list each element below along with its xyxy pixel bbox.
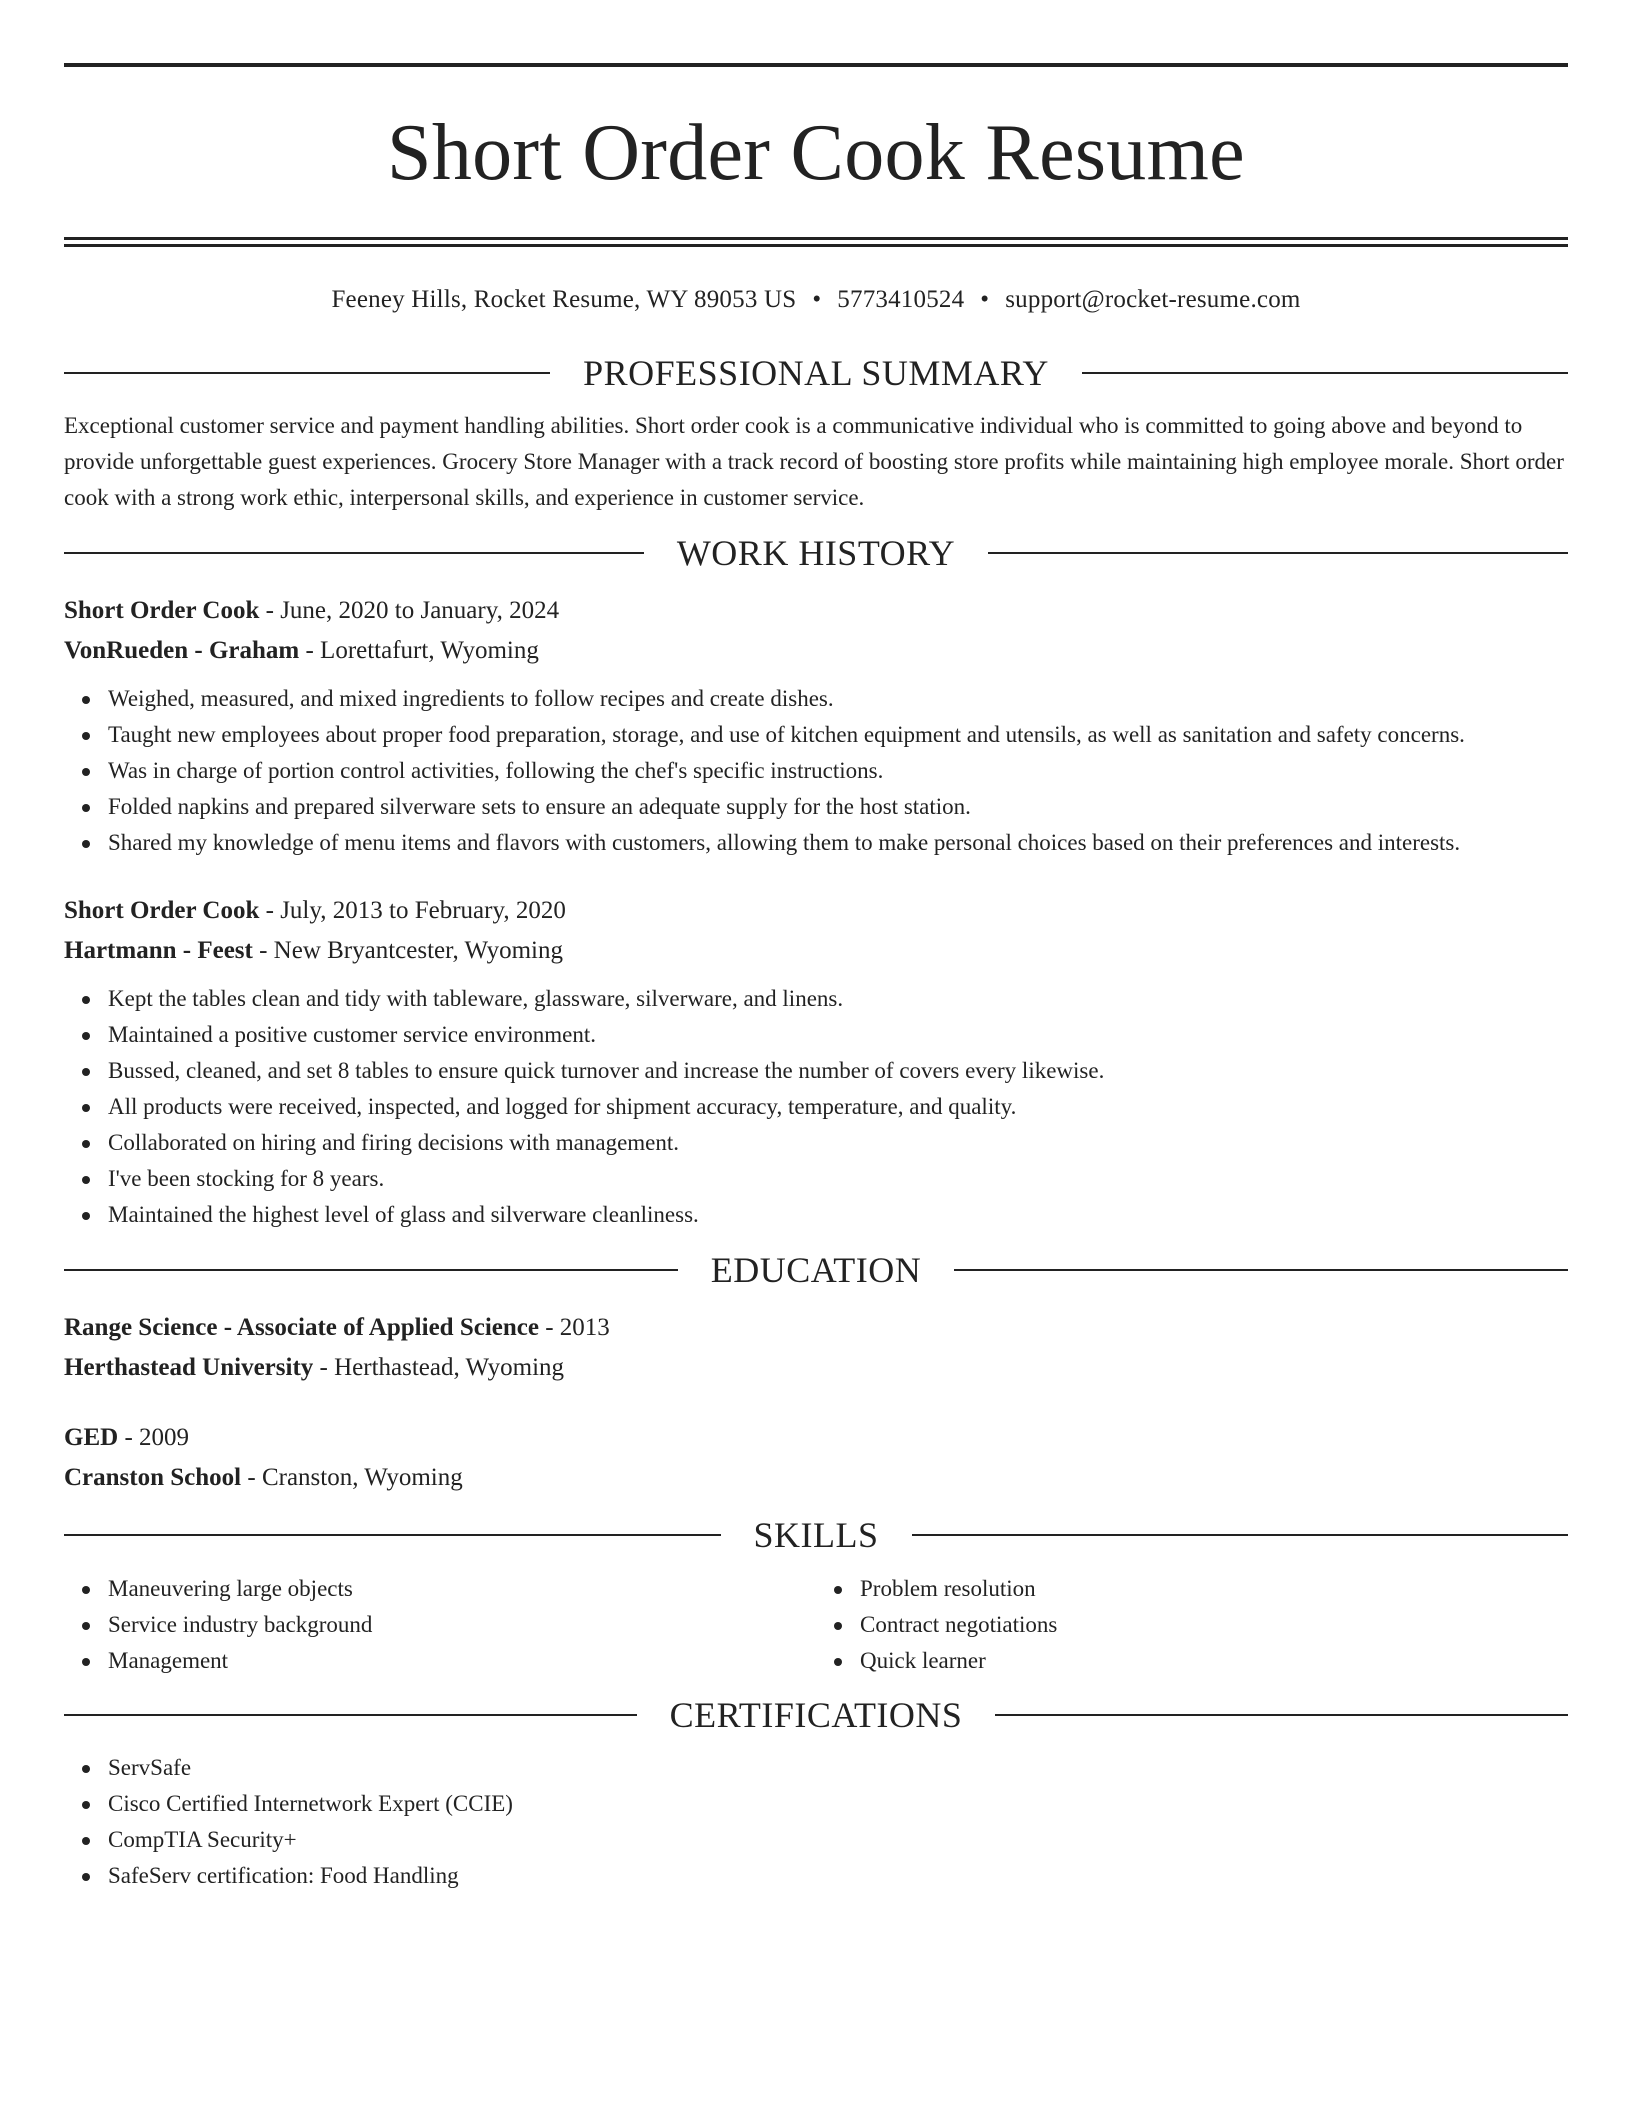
education-location: - Cranston, Wyoming [241, 1464, 463, 1491]
job-title-line [64, 891, 1568, 931]
section-title: EDUCATION [710, 1250, 922, 1290]
job-location: - New Bryantcester, Wyoming [252, 937, 563, 964]
list-item: Cisco Certified Internetwork Expert (CCIE) [108, 1786, 1568, 1822]
education-entry [64, 1418, 1568, 1498]
job-company: Hartmann - Feest [64, 937, 253, 964]
list-item: Maintained the highest level of glass and silverware cleanliness. [108, 1197, 1568, 1233]
education-degree: GED [64, 1424, 119, 1451]
education-degree-line [64, 1308, 1568, 1348]
section-heading-summary [64, 350, 1568, 396]
list-item: ServSafe [108, 1750, 1568, 1786]
list-item: Was in charge of portion control activities, following the chef's specific instructions. [108, 753, 1568, 789]
skills-list-right [816, 1571, 1568, 1679]
section-title: CERTIFICATIONS [669, 1695, 963, 1735]
education-degree-line [64, 1418, 1568, 1458]
list-item: Folded napkins and prepared silverware sets to ensure an adequate supply for the host station. [108, 789, 1568, 825]
education-school-line [64, 1348, 1568, 1388]
list-item: Taught new employees about proper food preparation, storage, and use of kitchen equipment and utensils, as well as sanitation and safety concerns. [108, 717, 1568, 753]
list-item: Maintained a positive customer service environment. [108, 1017, 1568, 1053]
heading-rule [64, 372, 550, 374]
contact-address: Feeney Hills, Rocket Resume, WY 89053 US [331, 286, 797, 313]
top-rule [64, 63, 1568, 67]
section-heading-certifications [64, 1692, 1568, 1738]
job-dates: - June, 2020 to January, 2024 [259, 597, 560, 624]
heading-rule [954, 1269, 1568, 1271]
list-item: Maneuvering large objects [108, 1571, 816, 1607]
heading-rule [1082, 372, 1568, 374]
list-item: SafeServ certification: Food Handling [108, 1858, 1568, 1894]
list-item: I've been stocking for 8 years. [108, 1161, 1568, 1197]
section-heading-education [64, 1247, 1568, 1293]
education-school: Cranston School [64, 1464, 242, 1491]
section-title: PROFESSIONAL SUMMARY [583, 353, 1049, 393]
skills-list-left [64, 1571, 816, 1679]
summary-text: Exceptional customer service and payment handling abilities. Short order cook is a communicative individual who is committed to going above and beyond to provide unforgettable guest experiences. Grocery Store Manager with a track record of boosting store profits while maintaining high employee morale. Short order cook with a strong work ethic, interpersonal skills, and experience in customer service. [64, 413, 1564, 510]
heading-rule [64, 552, 644, 554]
education-location: - Herthastead, Wyoming [313, 1354, 565, 1381]
list-item: CompTIA Security+ [108, 1822, 1568, 1858]
job-title: Short Order Cook [64, 897, 260, 924]
job-title-line [64, 591, 1568, 631]
section-title: SKILLS [753, 1515, 879, 1555]
list-item: Collaborated on hiring and firing decisions with management. [108, 1125, 1568, 1161]
job-title: Short Order Cook [64, 597, 260, 624]
contact-line [64, 283, 1568, 317]
title-double-rule [64, 237, 1568, 247]
education-school-line [64, 1458, 1568, 1498]
list-item: Shared my knowledge of menu items and flavors with customers, allowing them to make personal choices based on their preferences and interests. [108, 825, 1568, 861]
list-item: Weighed, measured, and mixed ingredients to follow recipes and create dishes. [108, 681, 1568, 717]
certifications-list [64, 1750, 1568, 1894]
contact-separator: • [980, 286, 990, 313]
job-company-line [64, 631, 1568, 671]
list-item: Problem resolution [860, 1571, 1568, 1607]
job-dates: - July, 2013 to February, 2020 [259, 897, 566, 924]
contact-phone: 5773410524 [837, 286, 965, 313]
list-item: All products were received, inspected, and logged for shipment accuracy, temperature, and quality. [108, 1089, 1568, 1125]
list-item: Kept the tables clean and tidy with tableware, glassware, silverware, and linens. [108, 981, 1568, 1017]
section-heading-skills [64, 1512, 1568, 1558]
heading-rule [912, 1534, 1569, 1536]
job-bullets [64, 681, 1568, 861]
skills-columns [64, 1561, 1568, 1679]
heading-rule [988, 552, 1568, 554]
education-year: - 2009 [118, 1424, 190, 1451]
contact-email[interactable]: support@rocket-resume.com [1005, 286, 1301, 313]
list-item: Contract negotiations [860, 1607, 1568, 1643]
job-entry [64, 891, 1568, 1233]
job-location: - Lorettafurt, Wyoming [299, 637, 539, 664]
list-item: Bussed, cleaned, and set 8 tables to ensure quick turnover and increase the number of covers every likewise. [108, 1053, 1568, 1089]
list-item: Service industry background [108, 1607, 816, 1643]
heading-rule [64, 1269, 678, 1271]
education-school: Herthastead University [64, 1354, 314, 1381]
education-degree: Range Science - Associate of Applied Science [64, 1314, 539, 1341]
heading-rule [64, 1714, 637, 1716]
heading-rule [995, 1714, 1568, 1716]
job-company: VonRueden - Graham [64, 637, 300, 664]
contact-separator: • [812, 286, 822, 313]
heading-rule [64, 1534, 721, 1536]
job-entry [64, 591, 1568, 861]
job-company-line [64, 931, 1568, 971]
education-entry [64, 1308, 1568, 1388]
section-heading-work-history [64, 530, 1568, 576]
list-item: Quick learner [860, 1643, 1568, 1679]
page-title: Short Order Cook Resume [387, 109, 1245, 197]
list-item: Management [108, 1643, 816, 1679]
section-title: WORK HISTORY [676, 533, 956, 573]
job-bullets [64, 981, 1568, 1233]
education-year: - 2013 [538, 1314, 610, 1341]
